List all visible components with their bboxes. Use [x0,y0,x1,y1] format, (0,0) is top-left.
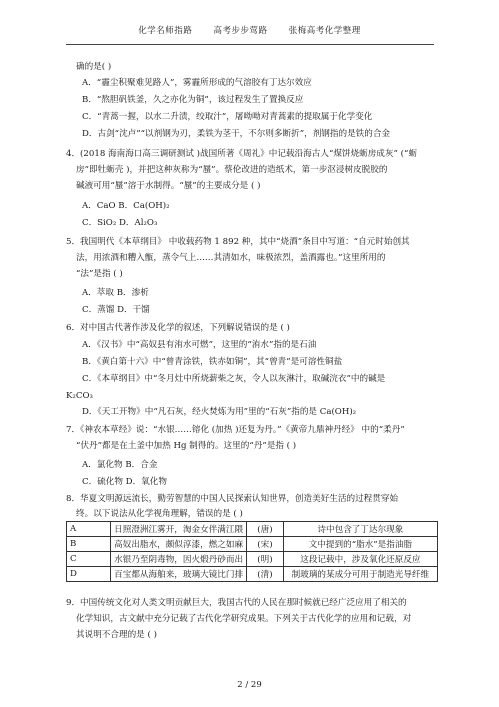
text-line: 法，用浓酒和糟入甑，蒸令气上……其清如水，味极浓烈，盖酒露也。”这里所用的 [76,253,386,263]
header-item-3: 张梅高考化学整理 [288,26,361,36]
text-line: B．“熬胆矾铁釜，久之亦化为铜”，该过程发生了置换反应 [82,95,304,105]
text-line: D．《天工开物》中“凡石灰，经火焚炼为用”里的“石灰”指的是 Ca(OH)₂ [82,407,357,417]
table-cell: 制玻璃的某成分可用于制造光导纤维 [283,567,437,582]
table-cell: 日照澄洲江雾开，淘金女伴满江隈 [111,522,247,537]
option-line: A．氯化物 B．合金 [82,460,158,470]
text-line: 终。以下说法从化学视角理解，错误的是 ( ) [76,509,243,519]
question-8: 8．华夏文明源远流长，勤劳智慧的中国人民探索认知世界，创造美好生活的过程贯穿始 [66,494,399,504]
header-rule [66,44,434,45]
text-line: K₂CO₃ [66,391,93,401]
table-cell: B [67,537,111,552]
table-cell: 这段记载中，涉及氧化还原反应 [283,552,437,567]
text-line: 其说明不合理的是 ( ) [76,630,157,640]
table-cell: A [67,522,111,537]
question-7: 7．《神农本草经》说：“水银……镕化 (加热 )还复为丹。”《黄帝九鼎神丹经》 中的“柔丹” [66,425,405,435]
option-line: C．蒸馏 D．干馏 [82,305,150,315]
table-cell: 文中提到的“脂水”是指油脂 [283,537,437,552]
text-line: 确的是( ) [76,62,112,72]
text-line: 碱液可用“蜃”溶于水制得。“蜃”的主要成分是 ( ) [76,181,261,191]
table-cell: 百宝都从海舶来，玻璃大镜比门排 [111,567,247,582]
option-line: A．萃取 B．渗析 [82,288,149,298]
table-cell: 高奴出脂水，颇似淳漆，燃之如麻 [111,537,247,552]
text-line: “法”是指 ( ) [76,269,123,279]
table-row [67,552,438,567]
option-line: A．CaO B．Ca(OH)₂ [82,201,170,211]
table-cell: (唐) [247,522,284,537]
question-6: 6．对中国古代著作涉及化学的叙述，下列解说错误的是 ( ) [66,323,290,333]
text-line: A．“霾尘积聚难见路人”，雾霾所形成的气溶胶有丁达尔效应 [82,78,312,88]
table-cell: 水银乃至阴毒物，因火煅丹砂而出 [111,552,247,567]
header-item-2: 高考步步莺路 [213,26,268,36]
page-header [0,24,499,36]
table-cell: (清) [247,567,284,582]
table-cell: (明) [247,552,284,567]
table-cell: D [67,567,111,582]
question-5: 5．我国明代《本草纲目》 中收载药物 1 892 种，其中“烧酒”条目中写道：“自元时始创其 [66,237,410,247]
question-4: 4．(2018 海南海口高三调研测试 )战国所著《周礼》中记载沿海古人“煤饼烧蛎房成灰” (“蛎 [66,149,417,159]
options-table [66,521,438,582]
text-line: D．古剑“沈卢”“以剂钢为刃，柔铁为茎干，不尔则多断折”，剂钢指的是铁的合金 [82,129,391,139]
table-cell: (宋) [247,537,284,552]
text-line: “伏丹”都是在土釜中加热 Hg 制得的。这里的“丹”是指 ( ) [76,441,297,451]
table-cell: C [67,552,111,567]
option-line: C．硫化物 D．氧化物 [82,477,167,487]
question-9: 9．中国传统文化对人类文明贡献巨大，我国古代的人民在那时候就已经广泛应用了相关的 [66,598,407,608]
page-number: 2 / 29 [237,680,262,690]
option-line: C．SiO₂ D．Al₂O₃ [82,218,158,228]
table-row [67,537,438,552]
text-line: B．《黄白第十六》中“曾青涂铁，铁赤如铜”，其“曾青”是可溶性铜盐 [82,357,343,367]
text-line: A．《汉书》中“高奴县有洧水可燃”，这里的“洧水”指的是石油 [82,340,317,350]
table-row [67,522,438,537]
text-line: C．“青蒿一握，以水二升渍，绞取汁”，屠呦呦对青蒿素的提取属于化学变化 [82,112,373,122]
text-line: 房”即牡蛎壳 )，并把这种灰称为“蜃”。蔡伦改进的造纸术，第一步沤浸树皮脱胶的 [76,165,388,175]
table-cell: 诗中包含了丁达尔现象 [283,522,437,537]
text-line: C．《本草纲目》中“冬月灶中所烧薪柴之灰，令人以灰淋汁，取碱浣衣”中的碱是 [82,374,386,384]
header-item-1: 化学名师指路 [138,26,193,36]
table-row [67,567,438,582]
text-line: 化学知识，古文献中充分记载了古代化学研究成果。下列关于古代化学的应用和记载，对 [76,614,412,624]
